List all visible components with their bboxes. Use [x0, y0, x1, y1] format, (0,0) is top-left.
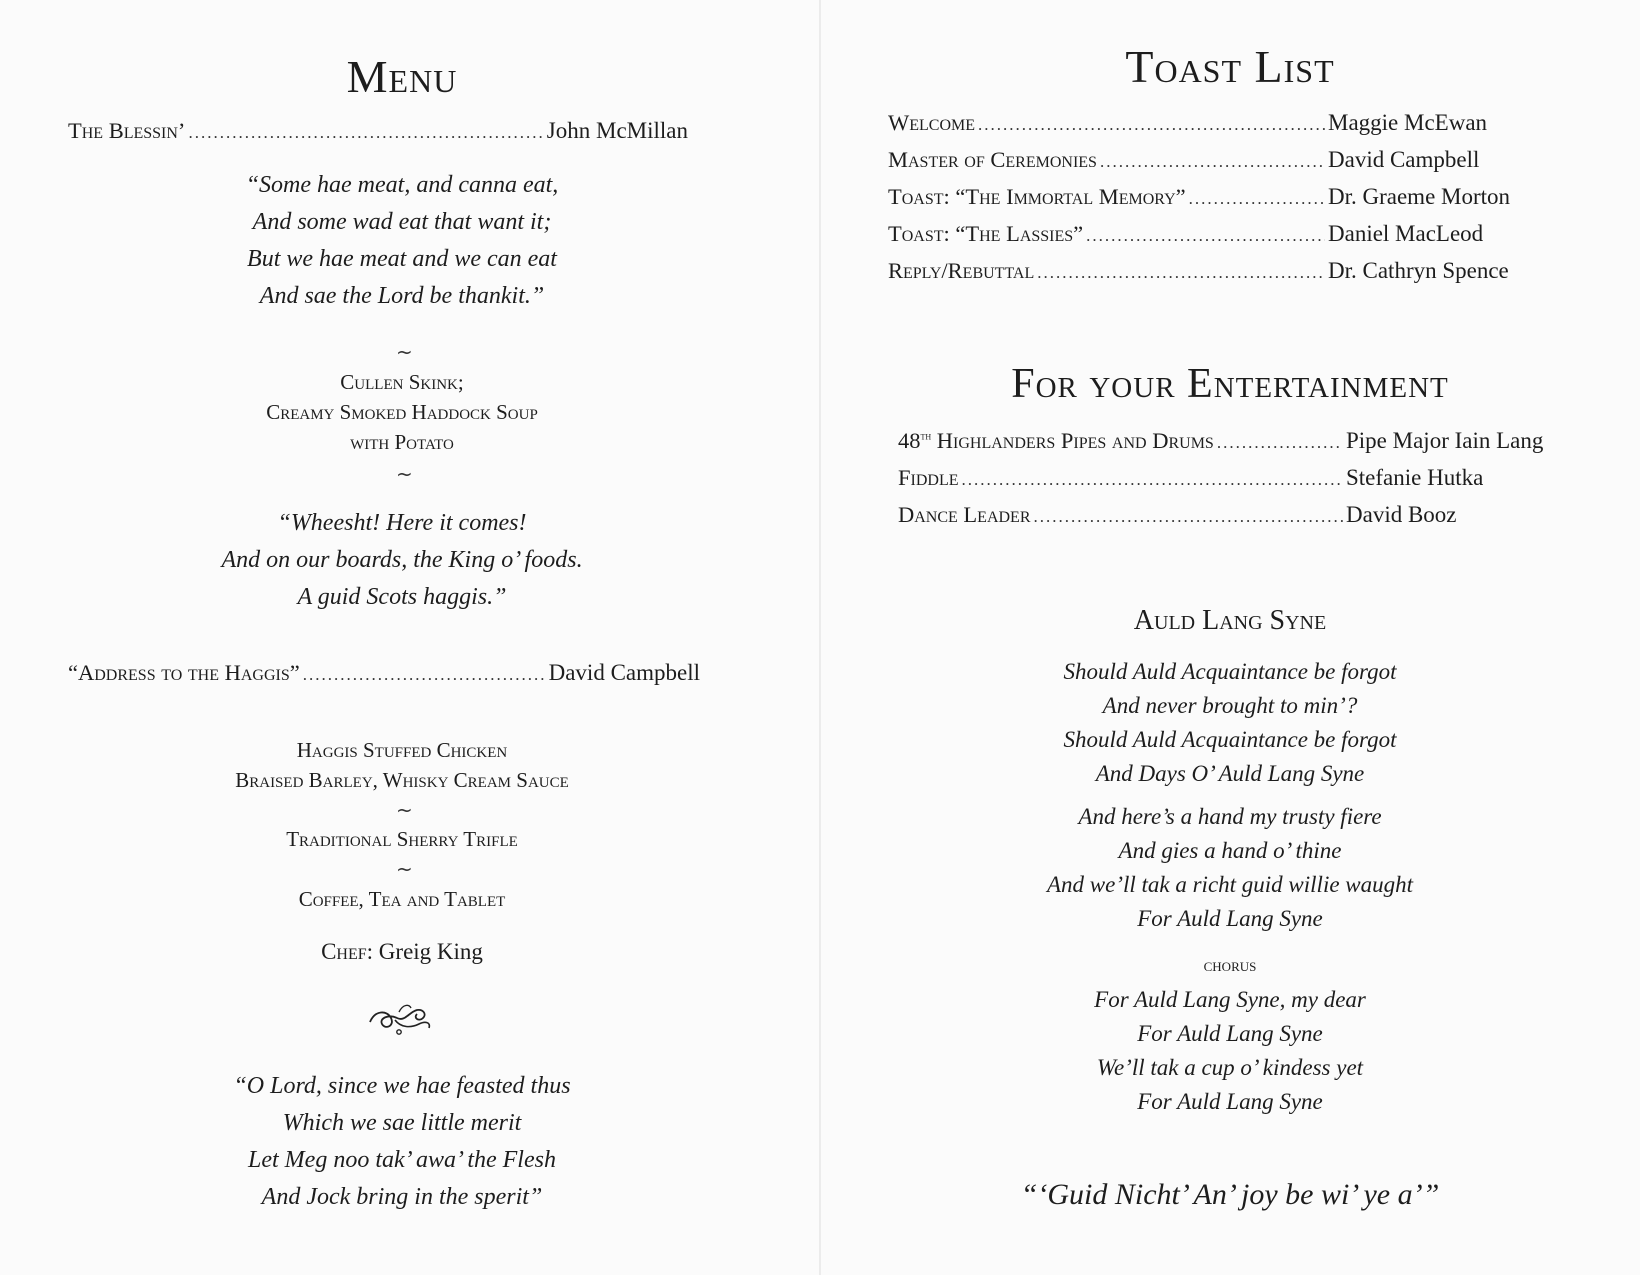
leader-dots: [1189, 184, 1325, 210]
swirl-divider-icon: ~: [396, 462, 413, 486]
closing-line: “‘Guid Nicht’ An’ joy be wi’ ye a’”: [1020, 1178, 1440, 1211]
address-label: “Address to the Haggis”: [68, 660, 300, 685]
blessing-value: John McMillan: [546, 118, 688, 143]
dish-line: Cullen Skink;: [340, 370, 464, 394]
leader-dots: [303, 660, 546, 686]
verse-line: But we hae meat and we can eat: [247, 246, 557, 272]
toast-label: Toast: “The Immortal Memory”: [888, 184, 1186, 209]
toast-value: Daniel MacLeod: [1328, 221, 1484, 246]
leader-dots: [188, 118, 543, 144]
entertainment-row: [898, 428, 1558, 454]
toast-row: [888, 258, 1528, 284]
chef-label: Chef:: [321, 939, 374, 964]
song-chorus: [820, 983, 1640, 1119]
grace-verse: [0, 167, 804, 315]
dish-line: Creamy Smoked Haddock Soup: [266, 400, 538, 424]
verse-line: For Auld Lang Syne: [1137, 1021, 1323, 1046]
verse-line: And never brought to min’?: [1102, 693, 1358, 718]
entertainment-title: For your Entertainment: [1011, 361, 1449, 407]
address-value: David Campbell: [548, 660, 700, 685]
verse-line: And some wad eat that want it;: [252, 209, 552, 235]
verse-line: For Auld Lang Syne, my dear: [1094, 987, 1366, 1012]
entertainment-value: Pipe Major Iain Lang: [1346, 428, 1544, 453]
verse-line: “Some hae meat, and canna eat,: [245, 172, 559, 198]
verse-line: And sae the Lord be thankit.”: [259, 283, 545, 309]
verse-line: For Auld Lang Syne: [1137, 1089, 1323, 1114]
blessing-row: [68, 118, 688, 144]
entertainment-label: Dance Leader: [898, 502, 1031, 527]
verse-line: And Jock bring in the sperit”: [261, 1184, 543, 1210]
entertainment-value: David Booz: [1346, 502, 1457, 527]
program-panel: [820, 0, 1640, 1275]
song-title: Auld Lang Syne: [1133, 605, 1327, 636]
toast-row: [888, 110, 1528, 136]
verse-line: And Days O’ Auld Lang Syne: [1095, 761, 1365, 786]
address-row: [68, 660, 700, 686]
toast-label: Welcome: [888, 110, 976, 135]
entertainment-row: [898, 465, 1558, 491]
verse-line: We’ll tak a cup o’ kindess yet: [1096, 1055, 1364, 1080]
toast-value: David Campbell: [1328, 147, 1480, 172]
blessing-label: The Blessin’: [68, 118, 186, 143]
leader-dots: [962, 465, 1344, 491]
toast-row: [888, 184, 1528, 210]
entertainment-label: [898, 428, 1214, 454]
entertainment-row: [898, 502, 1558, 528]
toast-value: Maggie McEwan: [1328, 110, 1488, 135]
verse-line: “Wheesht! Here it comes!: [277, 510, 527, 536]
swirl-divider-icon: ~: [396, 340, 413, 364]
closing-grace-verse: [0, 1068, 804, 1216]
dish-line: with Potato: [350, 430, 454, 454]
chef-name: Greig King: [378, 939, 483, 964]
haggis-verse: [0, 505, 804, 616]
leader-dots: [1217, 428, 1343, 454]
chef-line: [0, 939, 804, 965]
verse-line: Should Auld Acquaintance be forgot: [1063, 727, 1397, 752]
toast-row: [888, 147, 1528, 173]
leader-dots: [1086, 221, 1325, 247]
dish-line: Braised Barley, Whisky Cream Sauce: [235, 768, 569, 792]
course-main: [0, 735, 804, 795]
dish-line: Haggis Stuffed Chicken: [296, 738, 508, 762]
swirl-divider-icon: ~: [396, 857, 413, 881]
entertainment-value: Stefanie Hutka: [1346, 465, 1484, 490]
course-dessert: Traditional Sherry Trifle: [286, 827, 518, 851]
entertainment-label-text: Highlanders Pipes and Drums: [936, 428, 1214, 453]
song-verse-1: [820, 655, 1640, 791]
verse-line: For Auld Lang Syne: [1137, 906, 1323, 931]
leader-dots: [1034, 502, 1343, 528]
ordinal-number: 48: [898, 428, 921, 453]
song-verse-2: [820, 800, 1640, 936]
verse-line: And here’s a hand my trusty fiere: [1078, 804, 1382, 829]
leader-dots: [1100, 147, 1325, 173]
toast-row: [888, 221, 1528, 247]
course-coffee: Coffee, Tea and Tablet: [298, 887, 506, 911]
verse-line: And gies a hand o’ thine: [1118, 838, 1342, 863]
verse-line: “O Lord, since we hae feasted thus: [233, 1073, 571, 1099]
ordinal-suffix: th: [920, 428, 932, 443]
toast-label: Reply/Rebuttal: [888, 258, 1035, 283]
leader-dots: [1037, 258, 1325, 284]
toast-label: Toast: “The Lassies”: [888, 221, 1084, 246]
menu-title: Menu: [346, 51, 458, 102]
entertainment-label: Fiddle: [898, 465, 959, 490]
verse-line: Let Meg noo tak’ awa’ the Flesh: [248, 1147, 556, 1173]
verse-line: And we’ll tak a richt guid willie waught: [1046, 872, 1414, 897]
verse-line: Which we sae little merit: [282, 1110, 522, 1136]
verse-line: And on our boards, the King o’ foods.: [221, 547, 583, 573]
verse-line: Should Auld Acquaintance be forgot: [1063, 659, 1397, 684]
toast-list-title: Toast List: [1125, 41, 1335, 92]
verse-line: A guid Scots haggis.”: [297, 584, 507, 610]
swirl-divider-icon: ~: [396, 798, 413, 822]
toast-value: Dr. Graeme Morton: [1328, 184, 1511, 209]
toast-label: Master of Ceremonies: [888, 147, 1097, 172]
toast-value: Dr. Cathryn Spence: [1328, 258, 1509, 283]
chorus-label: chorus: [1203, 955, 1257, 975]
flourish-ornament-icon: [365, 998, 435, 1038]
course-soup: [0, 367, 804, 457]
leader-dots: [978, 110, 1325, 136]
